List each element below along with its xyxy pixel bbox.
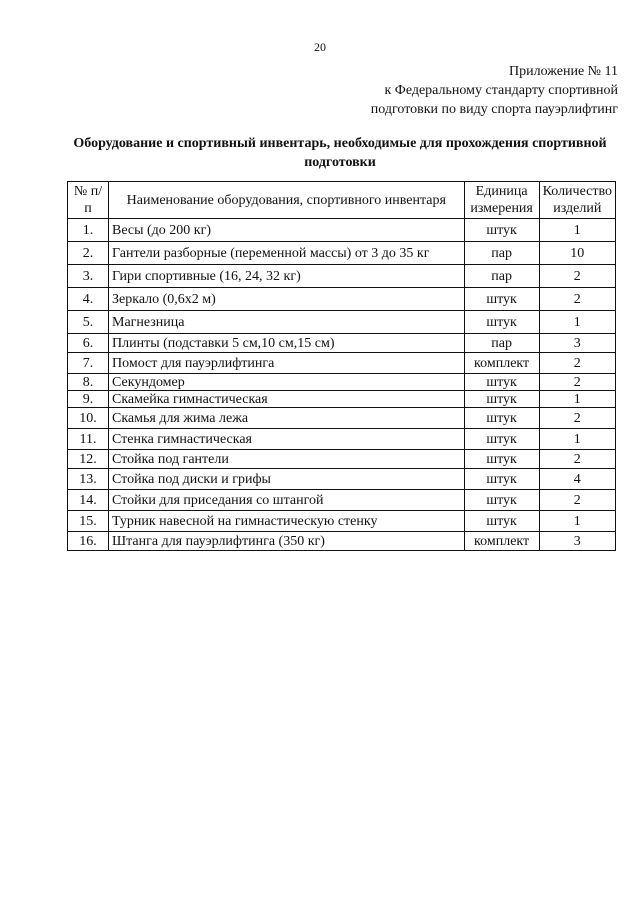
row-qty: 3 bbox=[539, 334, 615, 353]
row-qty: 3 bbox=[539, 532, 615, 551]
row-num: 8. bbox=[68, 374, 109, 391]
row-num: 6. bbox=[68, 334, 109, 353]
row-qty: 2 bbox=[539, 490, 615, 511]
row-num: 1. bbox=[68, 219, 109, 242]
row-name: Штанга для пауэрлифтинга (350 кг) bbox=[109, 532, 465, 551]
row-num: 4. bbox=[68, 288, 109, 311]
row-qty: 1 bbox=[539, 311, 615, 334]
row-qty: 2 bbox=[539, 408, 615, 429]
header-qty: Количество изделий bbox=[539, 182, 615, 219]
row-num: 10. bbox=[68, 408, 109, 429]
row-qty: 4 bbox=[539, 469, 615, 490]
row-qty: 2 bbox=[539, 450, 615, 469]
row-name: Зеркало (0,6х2 м) bbox=[109, 288, 465, 311]
document-title: Оборудование и спортивный инвентарь, необходимые для прохождения спортивной подготовки bbox=[73, 136, 607, 170]
row-name: Помост для пауэрлифтинга bbox=[109, 353, 465, 374]
row-unit: штук bbox=[464, 511, 539, 532]
row-num: 3. bbox=[68, 265, 109, 288]
row-unit: штук bbox=[464, 469, 539, 490]
row-unit: штук bbox=[464, 288, 539, 311]
table-row bbox=[68, 353, 616, 374]
row-name: Турник навесной на гимнастическую стенку bbox=[109, 511, 465, 532]
row-unit: штук bbox=[464, 490, 539, 511]
row-num: 12. bbox=[68, 450, 109, 469]
row-unit: комплект bbox=[464, 353, 539, 374]
row-name: Гантели разборные (переменной массы) от 3 до 35 кг bbox=[109, 242, 465, 265]
row-unit: штук bbox=[464, 450, 539, 469]
row-num: 7. bbox=[68, 353, 109, 374]
row-name: Скамейка гимнастическая bbox=[109, 391, 465, 408]
table-row bbox=[68, 532, 616, 551]
row-qty: 1 bbox=[539, 219, 615, 242]
row-name: Секундомер bbox=[109, 374, 465, 391]
row-name: Плинты (подставки 5 см,10 см,15 см) bbox=[109, 334, 465, 353]
row-unit: штук bbox=[464, 219, 539, 242]
row-qty: 1 bbox=[539, 391, 615, 408]
table-row bbox=[68, 469, 616, 490]
row-num: 11. bbox=[68, 429, 109, 450]
row-num: 2. bbox=[68, 242, 109, 265]
row-unit: пар bbox=[464, 242, 539, 265]
appendix-header bbox=[371, 62, 618, 119]
row-unit: комплект bbox=[464, 532, 539, 551]
table-row bbox=[68, 408, 616, 429]
row-qty: 2 bbox=[539, 265, 615, 288]
row-qty: 2 bbox=[539, 374, 615, 391]
row-unit: штук bbox=[464, 429, 539, 450]
appendix-line-3: подготовки по виду спорта пауэрлифтинг bbox=[370, 102, 618, 117]
table-row bbox=[68, 334, 616, 353]
appendix-line-2: к Федеральному стандарту спортивной bbox=[384, 83, 618, 98]
page-number: 20 bbox=[314, 40, 326, 54]
row-name: Стенка гимнастическая bbox=[109, 429, 465, 450]
row-unit: пар bbox=[464, 334, 539, 353]
header-name: Наименование оборудования, спортивного инвентаря bbox=[109, 182, 465, 219]
table-row bbox=[68, 511, 616, 532]
row-qty: 10 bbox=[539, 242, 615, 265]
table-row bbox=[68, 374, 616, 391]
row-num: 5. bbox=[68, 311, 109, 334]
row-qty: 1 bbox=[539, 511, 615, 532]
table-row bbox=[68, 311, 616, 334]
header-unit: Единица измерения bbox=[464, 182, 539, 219]
row-num: 9. bbox=[68, 391, 109, 408]
table-header-row bbox=[68, 182, 616, 219]
row-name: Стойка под гантели bbox=[109, 450, 465, 469]
table-row bbox=[68, 288, 616, 311]
table-row bbox=[68, 450, 616, 469]
row-qty: 2 bbox=[539, 353, 615, 374]
table-row bbox=[68, 429, 616, 450]
row-num: 16. bbox=[68, 532, 109, 551]
row-unit: пар bbox=[464, 265, 539, 288]
row-name: Стойки для приседания со штангой bbox=[109, 490, 465, 511]
row-unit: штук bbox=[464, 391, 539, 408]
table-row bbox=[68, 265, 616, 288]
table-row bbox=[68, 490, 616, 511]
table-row bbox=[68, 219, 616, 242]
row-num: 13. bbox=[68, 469, 109, 490]
table-row bbox=[68, 391, 616, 408]
table-row bbox=[68, 242, 616, 265]
row-num: 15. bbox=[68, 511, 109, 532]
row-unit: штук bbox=[464, 374, 539, 391]
row-name: Магнезница bbox=[109, 311, 465, 334]
row-name: Стойка под диски и грифы bbox=[109, 469, 465, 490]
row-name: Скамья для жима лежа bbox=[109, 408, 465, 429]
appendix-line-1: Приложение № 11 bbox=[509, 64, 618, 79]
row-qty: 2 bbox=[539, 288, 615, 311]
header-num: № п/п bbox=[68, 182, 109, 219]
row-num: 14. bbox=[68, 490, 109, 511]
row-name: Гири спортивные (16, 24, 32 кг) bbox=[109, 265, 465, 288]
table-body bbox=[68, 219, 616, 551]
equipment-table bbox=[67, 181, 616, 551]
row-qty: 1 bbox=[539, 429, 615, 450]
row-name: Весы (до 200 кг) bbox=[109, 219, 465, 242]
row-unit: штук bbox=[464, 311, 539, 334]
row-unit: штук bbox=[464, 408, 539, 429]
